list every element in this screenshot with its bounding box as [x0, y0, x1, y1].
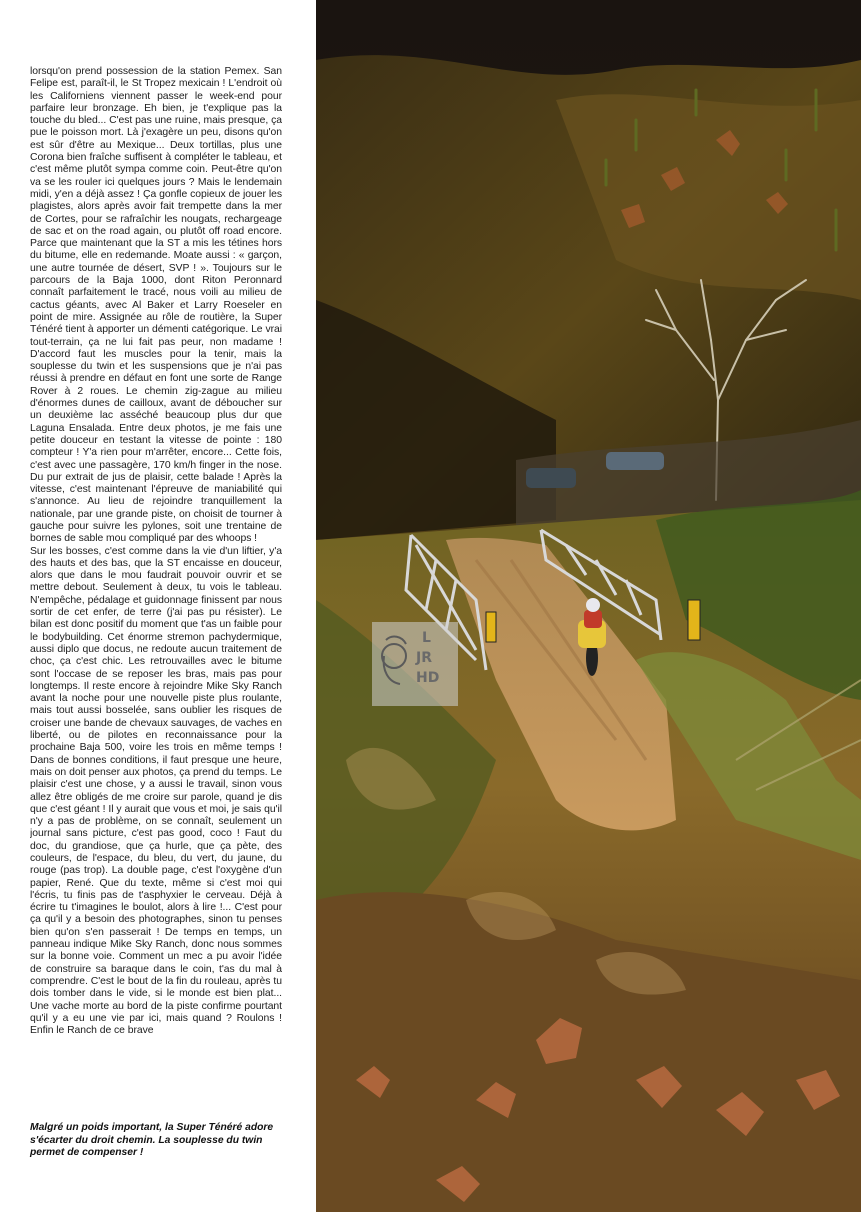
- article-paragraph-2: Sur les bosses, c'est comme dans la vie d'un liftier, y'a des hauts et des bas, que la ST encaisse en douceur, alors que dans le mou faudrait pouvoir ouvrir et se mettre debout. Seulement à deux, tu vois le tableau. N'empêche, pédalage et guidonnage finissent par nous sortir de cet enfer, de terre (j'ai pas pu résister). Le bilan est donc positif du moment que t'as un faible pour le bodybuilding. Cet énorme stremon pachydermique, aussi diplo que docus, ne redoute aucun traitement de choc, ça c'est chic. Les retrouvailles avec le bitume sont l'occase de se reposer les bras, mais pas pour longtemps. Il reste encore à rejoindre Mike Sky Ranch avant la noche pour une nouvelle piste plus roulante, mais tout aussi bosselée, sans oublier les risques de croiser une bande de chevaux sauvages, de vaches en liberté, ou de pilotes en reconnaissance pour la prochaine Baja 500, voire les trois en même temps ! Dans de bonnes conditions, il faut presque une heure, mais on doit penser aux photos, ça prend du temps. Le plaisir c'est une chose, y a aussi le travail, sinon vous allez être obligés de me croire sur parole, quand je dis que c'est géant ! Il y aurait que vous et moi, je sais qu'il n'y a pas de problème, on se connaît, seulement un journal sans picture, c'est pas good, coco ! Faut du doc, du grandiose, que ça hurle, que ça pète, des couleurs, de l'espace, du bleu, du vert, du jaune, du rouge (pas trop). La double page, c'est l'oxygène d'un papier, René. Que du texte, même si c'est moi qui l'écris, tu finis pas de t'asphyxier le cerveau. Déjà à écrire tu t'imagines le boulot, alors à lire !... C'est pour ça qu'il y a besoin des photographes, sinon tu penses bien qu'on s'en passerait ! De temps en temps, un panneau indique Mike Sky Ranch, donc nous sommes sur la bonne voie. Comment un mec a pu avoir l'idée de construire sa baraque dans le coin, t'as du mal à comprendre. C'est le bout de la fin du rouleau, après tu dois tomber dans le vide, si le monde est bien plat... Une vache morte au bord de la piste confirme pourtant qu'il y a eu une vie par ici, mais quand ? Roulons ! Enfin le Ranch de ce brave: [30, 545, 282, 1037]
- svg-text:HD: HD: [416, 670, 440, 686]
- svg-text:JR: JR: [416, 650, 432, 666]
- svg-text:L: L: [422, 630, 431, 646]
- desert-bridge-illustration: [316, 0, 861, 1212]
- watermark-logo: [372, 622, 458, 706]
- article-paragraph-1: lorsqu'on prend possession de la station Pemex. San Felipe est, paraît-il, le St Tropez mexicain ! L'endroit où les Californiens viennent passer le week-end pour parfaire leur bronzage. Eh bien, je t'explique pas la touche du bled... C'est pas une ruine, mais presque, ça pue le poisson mort. Là j'exagère un peu, disons qu'on est sûr d'être au Mexique... Deux tortillas, plus une Corona bien fraîche suffisent à compléter le tableau, et c'est même plutôt sympa comme coin. Peut-être qu'on va se les rouler ici quelques jours ? Mais le lendemain midi, y'en a déjà assez ! Ça gonfle copieux de jouer les plagistes, alors après avoir fait trempette dans la mer de Cortes, pour se rafraîchir les nougats, rechargeage de sac et on the road again, ou plutôt off road encore. Parce que maintenant que la ST a mis les tétines hors du bitume, elle en redemande. Moate aussi : « garçon, une autre tournée de désert, SVP ! ». Toujours sur le parcours de la Baja 1000, dont Riton Peronnard connaît parfaitement le tracé, nous voili au milieu de cactus géants, avec Al Baker et Larry Roeseler en point de mire. Assignée au rôle de routière, la Super Ténéré tient à apporter un démenti catégorique. Le vrai tout-terrain, ça ne lui fait pas peur, non madame ! D'accord faut les muscles pour la tenir, mais la souplesse du twin et les suspensions que je n'ai pas réussi à prendre en défaut en font une sorte de Range Rover à 2 roues. Le chemin zig-zague au milieu d'énormes dunes de cailloux, avant de déboucher sur un deuxième lac asséché beaucoup plus dur que Laguna Ensalada. Entre deux photos, je me fais une petite douceur en testant la vitesse de pointe : 180 compteur ! Y'a rien pour m'arrêter, encore... Cette fois, c'est avec une passagère, 170 km/h finger in the nose. Du pur extrait de jus de plaisir, cette balade ! Après la vitesse, c'est maintenant l'épreuve de maniabilité qui s'annonce. Au lieu de rejoindre tranquillement la nationale, par une grande piste, on choisit de tourner à gauche pour suivre les pylones, soit une trentaine de bornes de sable mou compliqué par des whoops !: [30, 66, 282, 545]
- article-photo: [316, 0, 861, 1212]
- photo-caption: Malgré un poids important, la Super Ténéré adore s'écarter du droit chemin. La souplesse du twin permet de compenser !: [30, 1122, 274, 1158]
- article-body: [30, 66, 282, 1096]
